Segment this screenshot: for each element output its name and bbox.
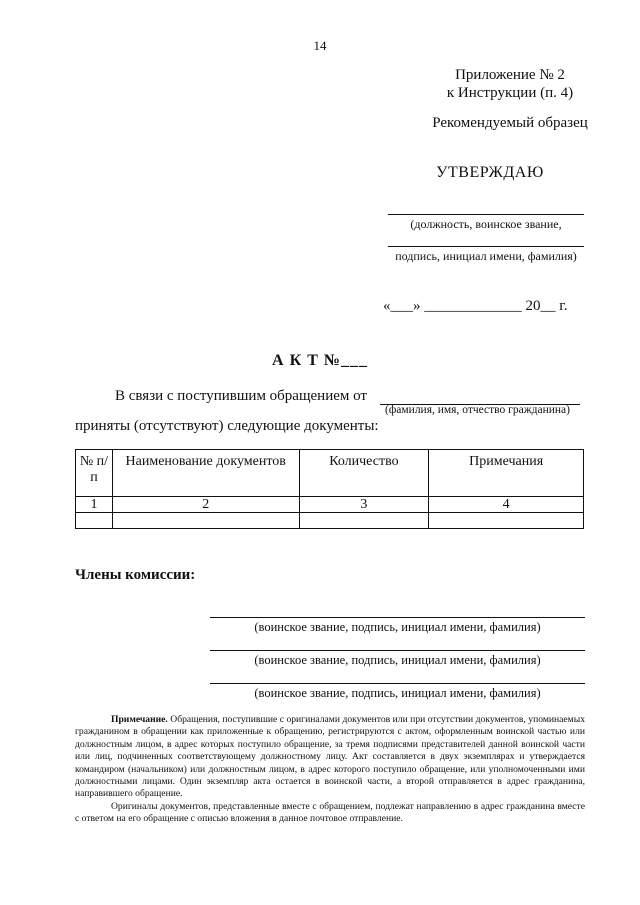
page-number: 14	[313, 38, 327, 53]
signature-line-3	[210, 683, 585, 684]
table-row	[76, 513, 584, 529]
note-label: Примечание.	[111, 714, 168, 725]
note-text-1: Обращения, поступившие с оригиналами документов или при отсутствии документов, упоминаемых гражданином в обращении как приложенные к обращению, регистрируются с актом, оформленным воинской частью или должностным лицом, в адрес которых поступило обращение, за тремя подписями представителей данной воинской части или лиц, подчиненных соответствующему должностному лицу. Акт составляется в двух экземплярах и утверждается командиром (начальником) или должностным лицом, в адрес которого поступило обращение, или уполномоченными ими должностными лицами. Один экземпляр акта остается в воинской части, а второй отправляется в адрес гражданина, направившего обращение.	[75, 714, 585, 800]
approver-signature-line	[388, 246, 584, 247]
header-number: № п/п	[76, 450, 113, 497]
column-number-3: 3	[299, 497, 429, 513]
column-number-2: 2	[112, 497, 299, 513]
header-document-name: Наименование документов	[112, 450, 299, 497]
table-cell	[112, 513, 299, 529]
approval-date: «___» _____________ 20__ г.	[383, 298, 568, 314]
table-header-row	[76, 450, 584, 497]
signature-caption-2: (воинское звание, подпись, инициал имени, фамилия)	[254, 653, 541, 667]
table-cell	[429, 513, 584, 529]
table-row	[76, 497, 584, 513]
signature-caption-1: (воинское звание, подпись, инициал имени, фамилия)	[254, 620, 541, 634]
annex-line-1: Приложение № 2	[455, 67, 565, 83]
act-title: А К Т №___	[272, 352, 368, 369]
approver-caption-1: (должность, воинское звание,	[410, 217, 562, 231]
column-number-1: 1	[76, 497, 113, 513]
approver-caption-2: подпись, инициал имени, фамилия)	[395, 249, 577, 263]
intro-line-1: В связи с поступившим обращением от	[115, 388, 367, 404]
recommended-sample-label: Рекомендуемый образец	[432, 115, 588, 131]
signature-line-1	[210, 617, 585, 618]
signature-caption-3: (воинское звание, подпись, инициал имени, фамилия)	[254, 686, 541, 700]
commission-title: Члены комиссии:	[75, 567, 196, 583]
citizen-name-caption: (фамилия, имя, отчество гражданина)	[385, 404, 570, 416]
header-quantity: Количество	[299, 450, 429, 497]
annex-line-2: к Инструкции (п. 4)	[446, 85, 574, 101]
table-cell	[299, 513, 429, 529]
approver-position-line	[388, 214, 584, 215]
note-paragraph-2: Оригиналы документов, представленные вместе с обращением, подлежат направлению в адрес гражданина вместе с ответом на его обращение с описью вложения в данное почтовое отправление.	[75, 800, 585, 825]
note-paragraph-1	[75, 714, 585, 801]
approve-heading: УТВЕРЖДАЮ	[436, 164, 544, 181]
note-block	[75, 714, 585, 826]
documents-table	[75, 449, 584, 529]
table-cell	[76, 513, 113, 529]
intro-line-2: приняты (отсутствуют) следующие документы:	[75, 418, 379, 434]
signature-line-2	[210, 650, 585, 651]
annex-header	[400, 66, 620, 102]
column-number-4: 4	[429, 497, 584, 513]
header-notes: Примечания	[429, 450, 584, 497]
